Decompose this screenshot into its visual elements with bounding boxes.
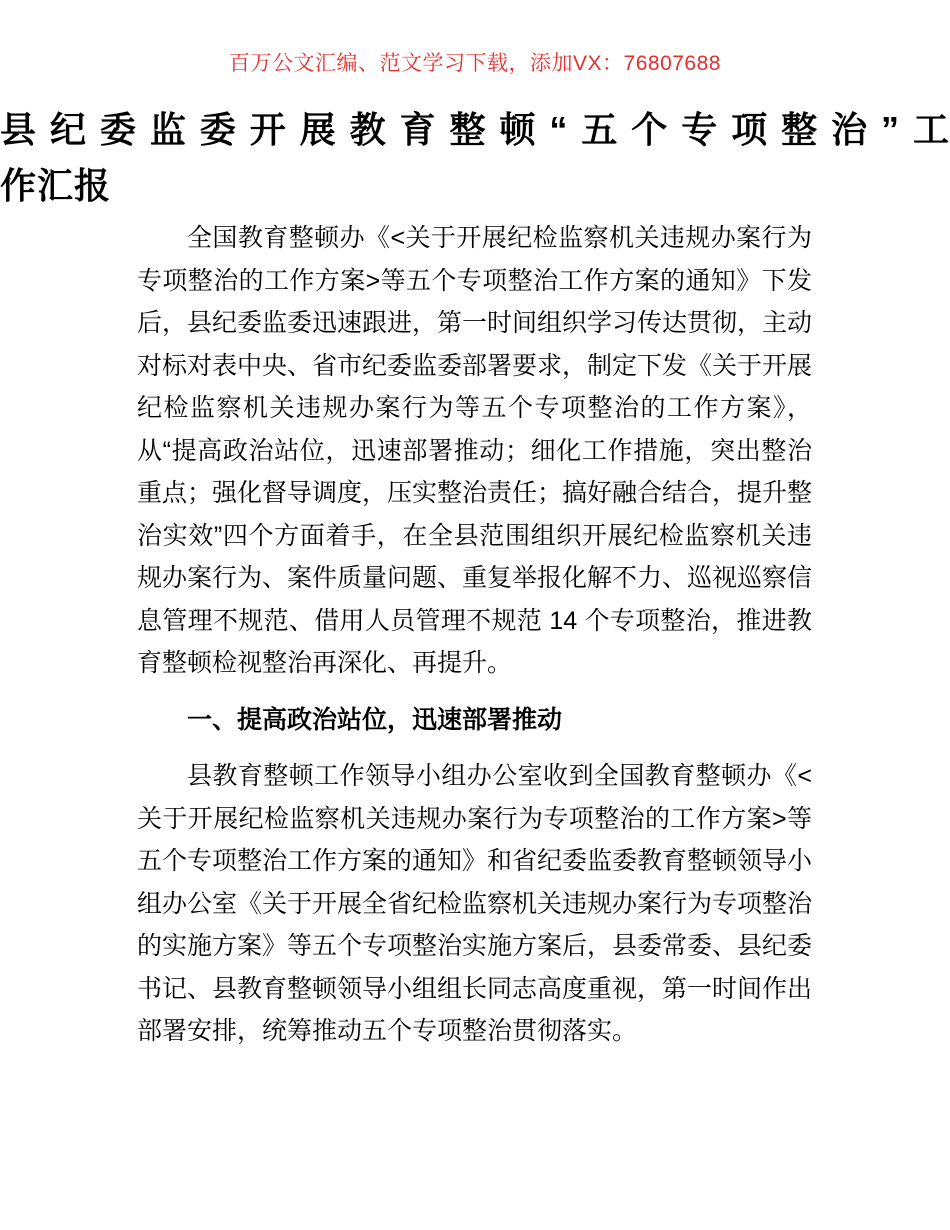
text-line: 书记、县教育整顿领导小组组长同志高度重视，第一时间作出 [137,974,813,1003]
text-line: 全国教育整顿办《<关于开展纪检监察机关违规办案行为 [187,224,812,252]
document-body [137,217,812,1053]
text-line: 后，县纪委监委迅速跟进，第一时间组织学习传达贯彻，主动 [137,309,813,337]
text-line: 一、提高政治站位，迅速部署推动 [187,705,563,734]
text-line: 规办案行为、案件质量问题、重复举报化解不力、巡视巡察信 [137,564,813,592]
text-line: 部署安排，统筹推动五个专项整治贯彻落实。 [137,1017,638,1045]
section-heading [137,699,812,742]
document-title [0,102,950,214]
text-line: 组办公室《关于开展全省纪检监察机关违规办案行为专项整治 [137,889,813,918]
paragraph [137,755,812,1053]
text-line: 息管理不规范、借用人员管理不规范 14 个专项整治，推进教 [137,606,812,635]
text-line: 关于开展纪检监察机关违规办案行为专项整治的工作方案>等 [137,804,812,833]
text-line: 从“提高政治站位，迅速部署推动；细化工作措施，突出整治 [137,436,812,465]
text-line: 对标对表中央、省市纪委监委部署要求，制定下发《关于开展 [137,351,813,380]
text-line: 治实效”四个方面着手，在全县范围组织开展纪检监察机关违 [137,521,812,550]
paragraph [137,217,812,685]
text-line: 五个专项整治工作方案的通知》和省纪委监委教育整顿领导小 [137,847,813,875]
text-line: 育整顿检视整治再深化、再提升。 [137,649,513,677]
promo-banner: 百万公文汇编、范文学习下载，添加VX：76807688 [229,52,721,75]
text-line: 重点；强化督导调度，压实整治责任；搞好融合结合，提升整 [137,479,813,507]
text-line: 县教育整顿工作领导小组办公室收到全国教育整顿办《< [187,762,812,790]
title-line: 县纪委监委开展教育整顿“五个专项整治”工 [0,109,950,150]
text-line: 专项整治的工作方案>等五个专项整治工作方案的通知》下发 [137,266,812,295]
text-line: 的实施方案》等五个专项整治实施方案后，县委常委、县纪委 [137,932,813,960]
text-line: 纪检监察机关违规办案行为等五个专项整治的工作方案》， [137,394,812,422]
title-line: 作汇报 [0,165,112,206]
